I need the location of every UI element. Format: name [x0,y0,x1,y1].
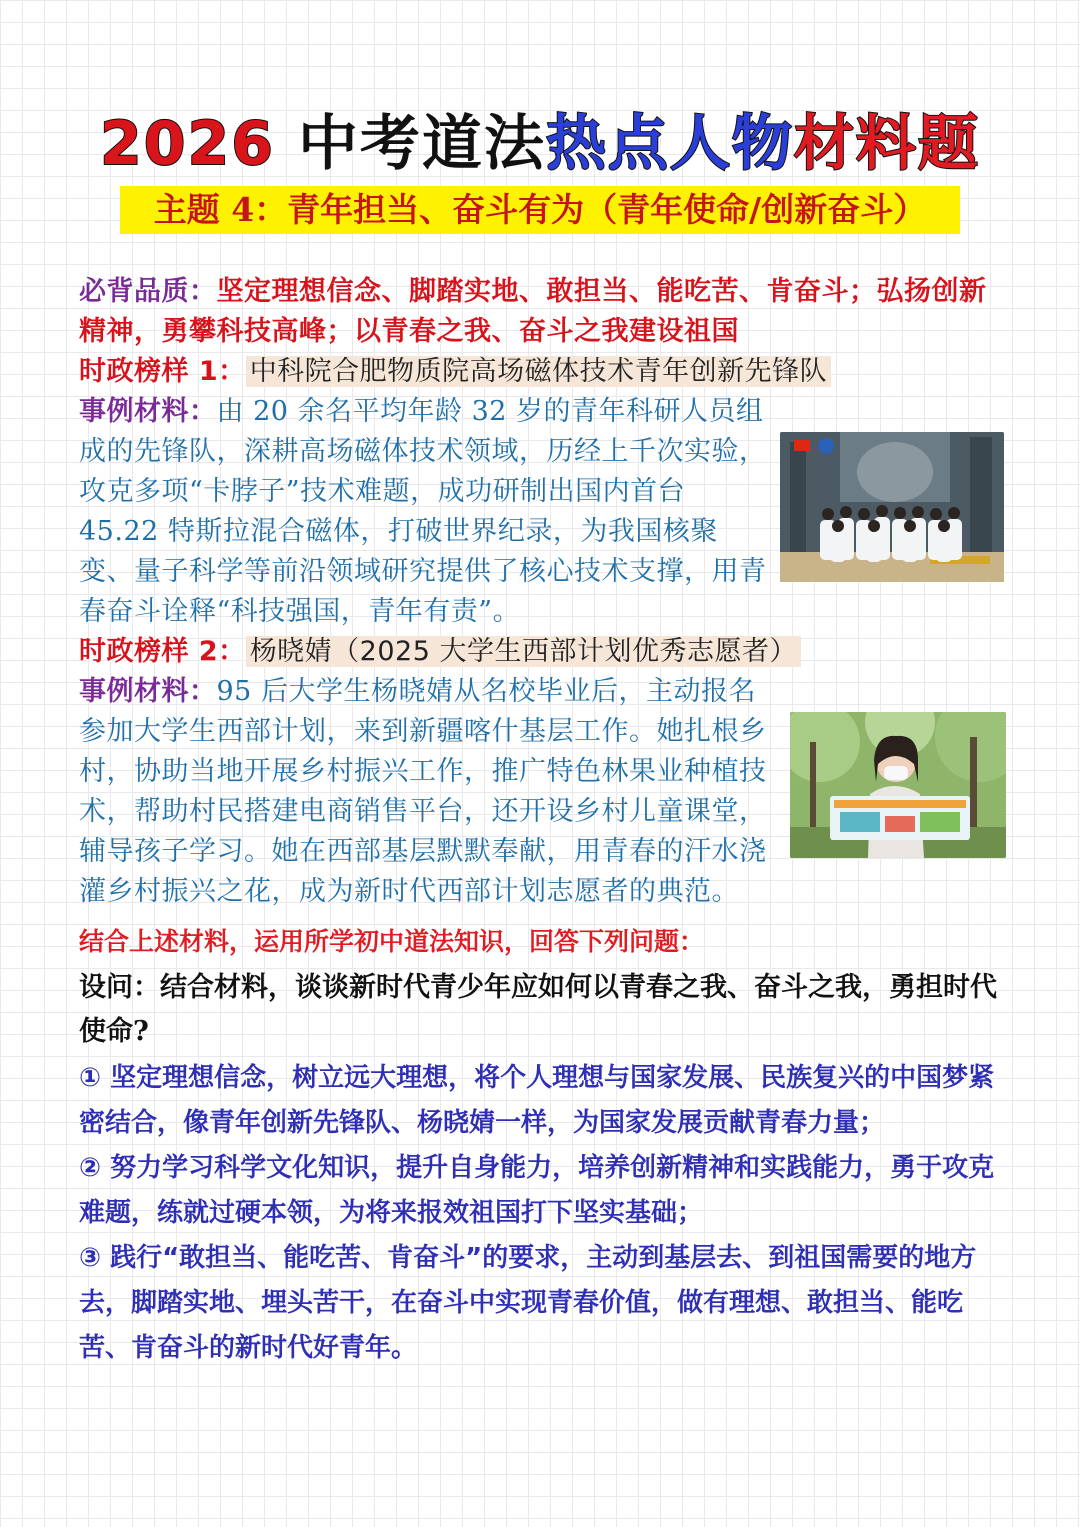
answer-list [79,1056,1009,1371]
model2-case-label: 事例材料： [79,676,217,707]
volunteer-photo-illustration [790,712,1006,858]
title-part3: 人物 [669,109,794,179]
team-photo-illustration [780,432,1004,582]
question-text: 设问：结合材料，谈谈新时代青少年应如何以青春之我、奋斗之我，勇担时代使命? [79,972,997,1047]
qualities-text: 坚定理想信念、脚踏实地、敢担当、能吃苦、肯奋斗；弘扬创新精神，勇攀科技高峰；以青春之我、奋斗之我建设祖国 [79,276,987,347]
title-year: 2026 [100,109,276,179]
model1-case-label: 事例材料： [79,396,217,427]
title-part1: 中考道法 [297,109,546,179]
qualities-section [79,272,1004,352]
qualities-label: 必背品质： [79,276,217,307]
model2-label: 时政榜样 2： [79,636,246,667]
title-part2: 热点 [545,109,670,179]
team-photo [780,432,1004,582]
model2-name: 杨晓婧（2025 大学生西部计划优秀志愿者） [246,636,801,667]
page-title [0,108,1080,180]
answer-item-3: ③ 践行“敢担当、能吃苦、肯奋斗”的要求，主动到基层去、到祖国需要的地方去，脚踏实地、埋头苦干，在奋斗中实现青春价值，做有理想、敢担当、能吃苦、肯奋斗的新时代好青年。 [79,1243,977,1363]
instruction-text: 结合上述材料，运用所学初中道法知识，回答下列问题： [79,927,705,956]
model2-heading [79,632,1004,672]
title-part4: 材料题 [793,109,980,179]
model1-case-text: 由 20 余名平均年龄 32 岁的青年科研人员组成的先锋队，深耕高场磁体技术领域，历经上千次实验，攻克多项“卡脖子”技术难题，成功研制出国内首台 45.22 特斯拉混合磁体，打破世界纪录，为我国核聚变、量子科学等前沿领域研究提供了核心技术支撑，用青春奋斗诠释“科技强国，青年有责”。 [79,396,767,627]
volunteer-photo [790,712,1006,858]
model1-name: 中科院合肥物质院高场磁体技术青年创新先锋队 [246,356,832,387]
subtitle-banner: 主题 4：青年担当、奋斗有为（青年使命/创新奋斗） [120,186,960,234]
model1-label: 时政榜样 1： [79,356,246,387]
model2-case-text: 95 后大学生杨晓婧从名校毕业后，主动报名参加大学生西部计划，来到新疆喀什基层工作。她扎根乡村，协助当地开展乡村振兴工作，推广特色林果业种植技术，帮助村民搭建电商销售平台，还开设乡村儿童课堂，辅导孩子学习。她在西部基层默默奉献，用青春的汗水浇灌乡村振兴之花，成为新时代西部计划志愿者的典范。 [79,676,767,907]
answer-item-1: ① 坚定理想信念，树立远大理想，将个人理想与国家发展、民族复兴的中国梦紧密结合，像青年创新先锋队、杨晓婧一样，为国家发展贡献青春力量； [79,1063,995,1138]
answer-item-2: ② 努力学习科学文化知识，提升自身能力，培养创新精神和实践能力，勇于攻克难题，练就过硬本领，为将来报效祖国打下坚实基础； [79,1153,995,1228]
model1-heading [79,352,1004,392]
